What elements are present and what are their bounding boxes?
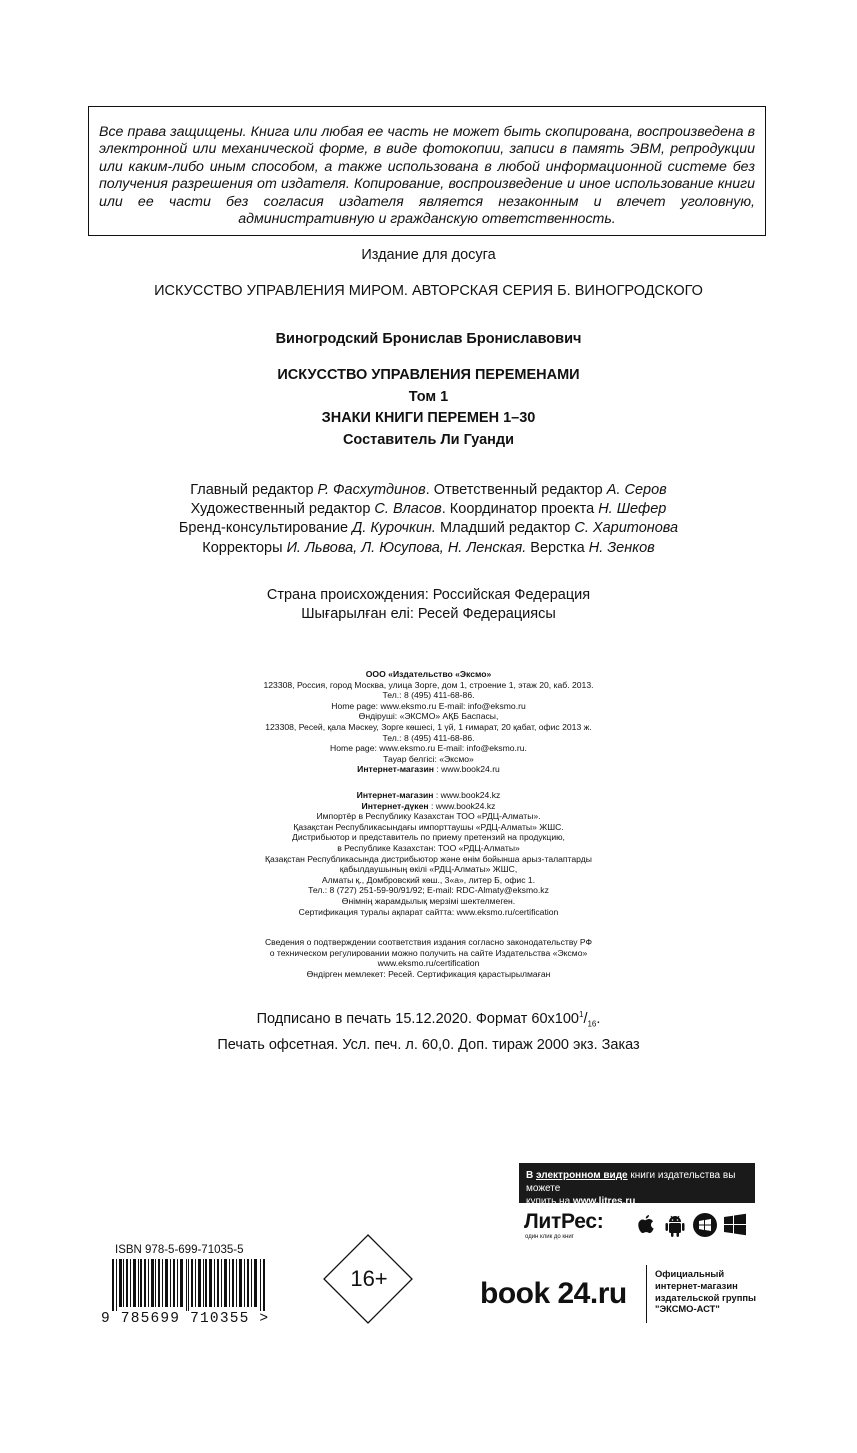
origin-country: Страна происхождения: Российская Федерация	[266, 587, 591, 603]
publisher-info-ru: ООО «Издательство «Эксмо» 123308, Россия, город Москва, улица Зорге, дом 1, строение 1, этаж 20, каб. 2013. Тел.: 8 (495) 411-68-86. Home page: www.eksmo.ru E-mail: info@eksmo.ru Өндіруші: «ЭКСМО» АҚБ Баспасы, 123308, Ресей, қала Мәскеу, Зорге көшесі, 1 үй, 1 ғимарат, 20 қабат, офис 2013 ж. Тел.: 8 (495) 411-68-86. Home page: www.eksmo.ru E-mail: info@eksmo.ru. Тауар белгісі: «Эксмо» Интернет-магазин : www.book24.ru	[0, 669, 857, 775]
rights-notice: Все права защищены. Книга или любая ее часть не может быть скопирована, воспроизведена в электронной или механической форме, в виде фотокопии, записи в память ЭВМ, репродукции или каким-либо иным способом, а также использована в любой информационной системе без получения разрешения от издателя. Копирование, воспроизведение и иное использование книги или ее части без согласия издателя является незаконным и влечет уголовную, административную и гражданскую ответственность.	[99, 124, 755, 228]
divider	[646, 1265, 647, 1323]
barcode-digits: 9 785699 710355 >	[101, 1311, 270, 1327]
staff-line-4: Корректоры И. Львова, Л. Юсупова, Н. Ленская. Верстка Н. Зенков	[202, 539, 655, 556]
litres-logo: ЛитРес:	[524, 1210, 604, 1233]
windows-icon	[722, 1212, 748, 1238]
book-title: ИСКУССТВО УПРАВЛЕНИЯ ПЕРЕМЕНАМИ	[277, 367, 580, 383]
litres-site[interactable]: www.litres.ru	[572, 1196, 636, 1207]
apple-icon	[632, 1212, 658, 1238]
book-title-block	[0, 365, 857, 451]
litres-slogan: один клик до книг	[525, 1234, 574, 1240]
staff-line-3: Бренд-консультирование Д. Курочкин. Младший редактор С. Харитонова	[178, 520, 679, 537]
author-name: Виногродский Бронислав Брониславович	[275, 331, 582, 347]
ebook-promo-band: В электронном виде книги издательства вы можете купить на www.litres.ru	[519, 1163, 755, 1203]
windows-phone-icon	[692, 1212, 718, 1238]
volume: Том 1	[408, 388, 449, 405]
compiler: Составитель Ли Гуанди	[342, 431, 515, 448]
print-format-line: Подписано в печать 15.12.2020. Формат $60х100^1/_{16}$.	[256, 1010, 601, 1029]
certification-info: Сведения о подтверждении соответствия издания согласно законодательству РФ о техническом регулировании можно получить на сайте Издательства «Эксмо» www.eksmo.ru/certification Өндірген мемлекет: Ресей. Сертификация қарастырылмаған	[264, 937, 593, 979]
ebook-link[interactable]: электронном виде	[536, 1170, 628, 1181]
origin-block	[0, 586, 857, 624]
print-run-line: Печать офсетная. Усл. печ. л. 60,0. Доп. тираж 2000 экз. Заказ	[217, 1036, 640, 1053]
staff-line-1: Главный редактор Р. Фасхутдинов. Ответственный редактор А. Серов	[190, 482, 667, 498]
publisher-name: ООО «Издательство «Эксмо»	[365, 669, 492, 679]
online-shop-kz: Интернет-магазин : www.book24.kz	[356, 790, 501, 800]
origin-country-kz: Шығарылған елі: Ресей Федерациясы	[301, 606, 556, 622]
android-icon	[662, 1212, 688, 1238]
official-shop-text: Официальный интернет-магазин издательской группы "ЭКСМО-АСТ"	[655, 1268, 757, 1315]
subtitle: ЗНАКИ КНИГИ ПЕРЕМЕН 1–30	[321, 410, 536, 426]
series-title: ИСКУССТВО УПРАВЛЕНИЯ МИРОМ. АВТОРСКАЯ СЕРИЯ Б. ВИНОГРОДСКОГО	[154, 283, 703, 299]
edition-type: Издание для досуга	[361, 247, 496, 263]
staff-line-2: Художественный редактор С. Власов. Координатор проекта Н. Шефер	[190, 501, 667, 518]
online-shop-ru: Интернет-магазин : www.book24.ru	[357, 764, 500, 775]
book24-logo: book 24.ru	[480, 1277, 627, 1310]
publisher-info-kz: Интернет-магазин : www.book24.kz Интернет-дүкен : www.book24.kz Импортёр в Республику Казахстан ТОО «РДЦ-Алматы». Қазақстан Республикасындағы импорттаушы «РДЦ-Алматы» ЖШС. Дистрибьютор и представитель по приему претензий на продукцию, в Республике Казахстан: ТОО «РДЦ-Алматы» Қазақстан Республикасында дистрибьютор және өнім бойынша арыз-талаптарды қабылдаушының өкілі «РДЦ-Алматы» ЖШС, Алматы қ., Домбровский көш., 3«а», литер Б, офис 1. Тел.: 8 (727) 251-59-90/91/92; E-mail: RDC-Almaty@eksmo.kz Өнімнің жарамдылық мерзімі шектелмеген. Сертификация туралы ақпарат сайтта: www.eksmo.ru/certification	[0, 790, 857, 917]
rights-notice-box	[88, 106, 766, 236]
online-shop-kz-2: Интернет-дүкен : www.book24.kz	[361, 800, 496, 811]
print-info	[0, 1005, 857, 1055]
age-rating: 16+	[350, 1266, 388, 1291]
barcode	[112, 1259, 266, 1311]
staff-credits	[0, 481, 857, 558]
isbn: ISBN 978-5-699-71035-5	[115, 1244, 244, 1256]
